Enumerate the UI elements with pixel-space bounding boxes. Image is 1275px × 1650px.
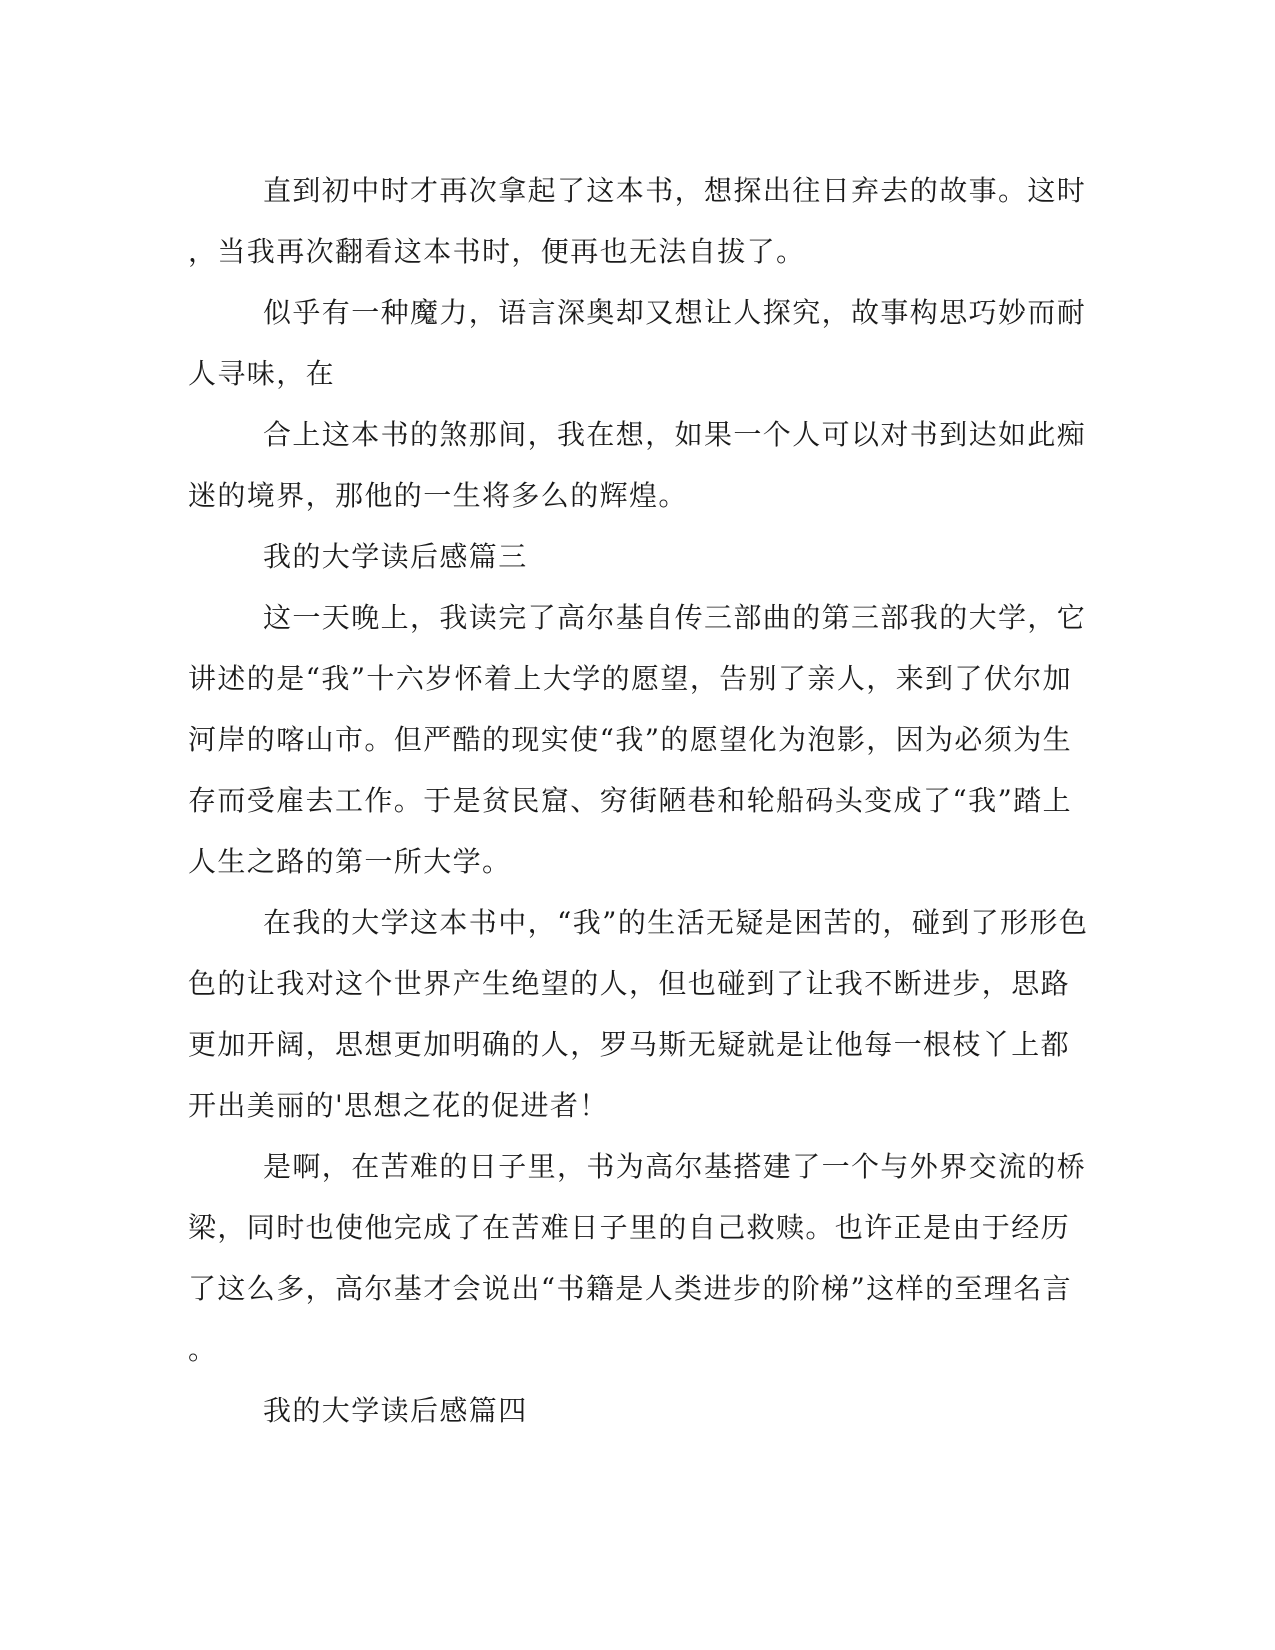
paragraph [188, 282, 1087, 404]
paragraph [188, 404, 1087, 526]
paragraph-line: 了这么多，高尔基才会说出“书籍是人类进步的阶梯”这样的至理名言 [188, 1272, 1073, 1305]
paragraph-line: 似乎有一种魔力，语言深奥却又想让人探究，故事构思巧妙而耐 [263, 296, 1087, 329]
paragraph-line: 梁，同时也使他完成了在苦难日子里的自己救赎。也许正是由于经历 [188, 1211, 1071, 1244]
section-heading-text: 我的大学读后感篇四 [263, 1394, 528, 1427]
paragraph-line: 存而受雇去工作。于是贫民窟、穷街陋巷和轮船码头变成了“我”踏上 [188, 784, 1073, 817]
document-body [188, 160, 1089, 1441]
paragraph-line: 。 [188, 1333, 218, 1366]
paragraph-line: 更加开阔，思想更加明确的人，罗马斯无疑就是让他每一根枝丫上都 [188, 1028, 1071, 1061]
paragraph-line: 是啊，在苦难的日子里，书为高尔基搭建了一个与外界交流的桥 [263, 1150, 1087, 1183]
paragraph-line: 人生之路的第一所大学。 [188, 845, 512, 878]
paragraph-line: 河岸的喀山市。但严酷的现实使“我”的愿望化为泡影，因为必须为生 [188, 723, 1073, 756]
section-heading [188, 1380, 1078, 1441]
paragraph-line: 在我的大学这本书中，“我”的生活无疑是困苦的，碰到了形形色 [263, 906, 1089, 939]
section-heading-text: 我的大学读后感篇三 [263, 540, 528, 573]
paragraph-line: 人寻味，在 [188, 357, 336, 390]
paragraph-line: 直到初中时才再次拿起了这本书，想探出往日弃去的故事。这时 [263, 174, 1087, 207]
paragraph [188, 587, 1087, 892]
paragraph-line: 讲述的是“我”十六岁怀着上大学的愿望，告别了亲人，来到了伏尔加 [188, 662, 1073, 695]
paragraph-line: 迷的境界，那他的一生将多么的辉煌。 [188, 479, 688, 512]
paragraph-line: ，当我再次翻看这本书时，便再也无法自拔了。 [188, 235, 806, 268]
paragraph-line: 合上这本书的煞那间，我在想，如果一个人可以对书到达如此痴 [263, 418, 1087, 451]
paragraph [188, 1136, 1087, 1380]
section-heading [188, 526, 1078, 587]
paragraph-line: 这一天晚上，我读完了高尔基自传三部曲的第三部我的大学，它 [263, 601, 1087, 634]
paragraph-line: 开出美丽的'思想之花的促进者！ [188, 1089, 609, 1122]
paragraph [188, 892, 1089, 1136]
paragraph-line: 色的让我对这个世界产生绝望的人，但也碰到了让我不断进步，思路 [188, 967, 1071, 1000]
paragraph [188, 160, 1087, 282]
